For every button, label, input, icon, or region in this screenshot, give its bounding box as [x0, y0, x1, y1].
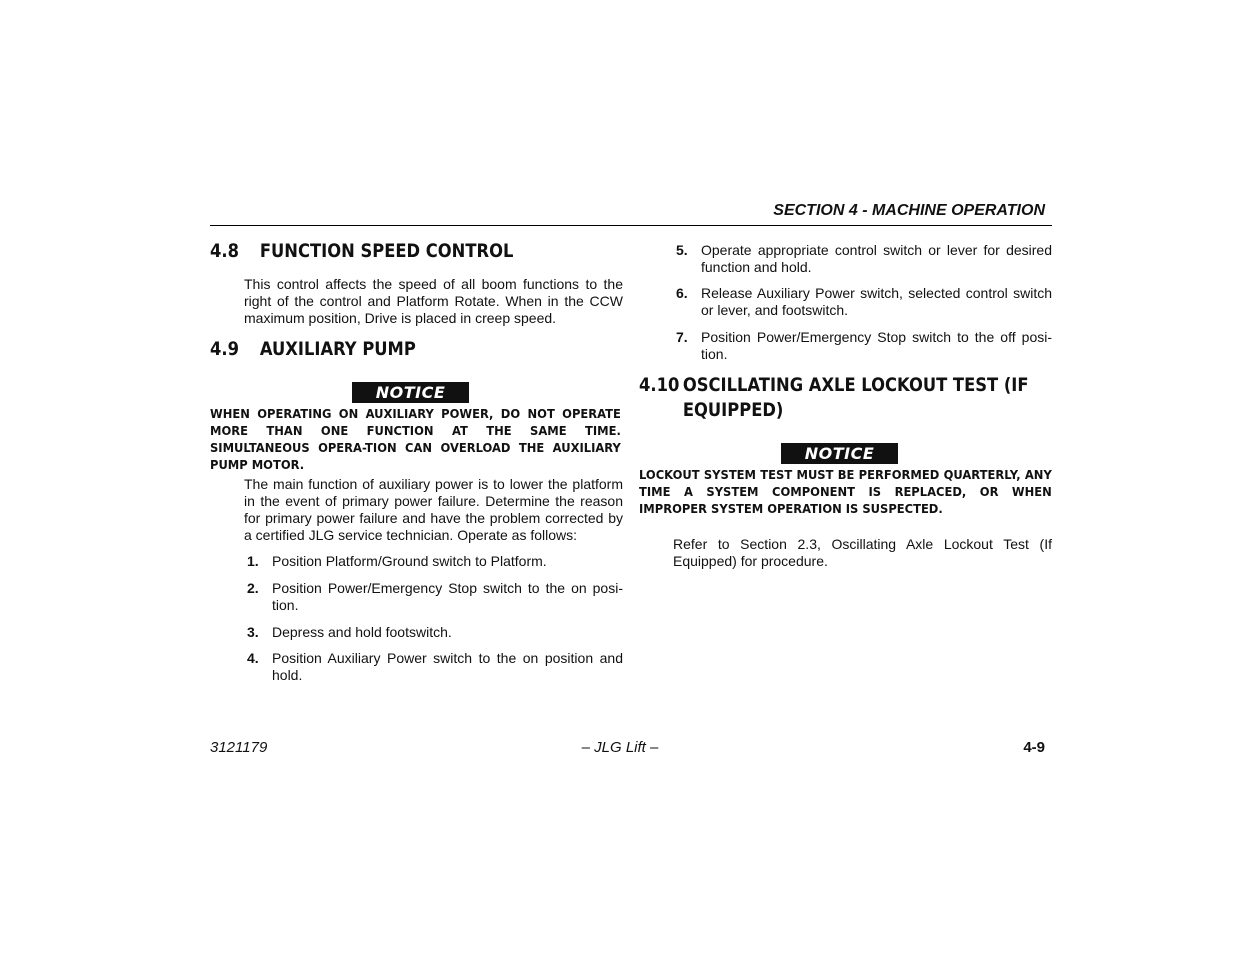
running-header: SECTION 4 - MACHINE OPERATION — [773, 202, 1045, 219]
section-title: AUXILIARY PUMP — [259, 338, 416, 360]
step-number: 2. — [247, 580, 259, 596]
step-text: Position Platform/Ground switch to Platform. — [272, 553, 547, 569]
step-number: 5. — [676, 242, 688, 258]
step-number: 4. — [247, 650, 259, 666]
notice-badge: NOTICE — [781, 443, 898, 464]
section-title: FUNCTION SPEED CONTROL — [259, 240, 514, 262]
section-number: 4.9 — [210, 338, 239, 360]
section-number: 4.8 — [210, 240, 239, 262]
step-number: 7. — [676, 329, 688, 345]
section-title-line-2: EQUIPPED) — [682, 399, 784, 421]
step-text: Position Power/Emergency Stop switch to the on posi-tion. — [272, 580, 623, 613]
step-item — [676, 242, 1052, 276]
section-title-line-1: OSCILLATING AXLE LOCKOUT TEST (IF — [682, 374, 1029, 396]
function-speed-paragraph: This control affects the speed of all boom functions to the right of the control and Platform Rotate. When in the CCW maximum position, Drive is placed in creep speed. — [244, 276, 623, 326]
step-item — [247, 580, 623, 614]
step-text: Position Power/Emergency Stop switch to the off posi-tion. — [701, 329, 1052, 362]
step-item — [247, 650, 623, 684]
auxiliary-power-paragraph: The main function of auxiliary power is to lower the platform in the event of primary power failure. Determine the reason for primary power failure and have the problem corrected by a certified JLG service technician. Operate as follows: — [244, 476, 623, 543]
section-number: 4.10 — [639, 374, 680, 396]
step-text: Release Auxiliary Power switch, selected control switch or lever, and footswitch. — [701, 285, 1052, 318]
heading-4-8 — [210, 239, 513, 264]
notice-text: LOCKOUT SYSTEM TEST MUST BE PERFORMED QUARTERLY, ANY TIME A SYSTEM COMPONENT IS REPLACED, OR WHEN IMPROPER SYSTEM OPERATION IS SUSPECTED. — [639, 468, 1052, 516]
step-number: 1. — [247, 553, 259, 569]
lockout-test-paragraph: Refer to Section 2.3, Oscillating Axle Lockout Test (If Equipped) for procedure. — [673, 536, 1052, 569]
step-text: Position Auxiliary Power switch to the on position and hold. — [272, 650, 623, 683]
step-text: Operate appropriate control switch or lever for desired function and hold. — [701, 242, 1052, 275]
step-item — [676, 329, 1052, 363]
step-number: 3. — [247, 624, 259, 640]
notice-text: WHEN OPERATING ON AUXILIARY POWER, DO NOT OPERATE MORE THAN ONE FUNCTION AT THE SAME TIME. SIMULTANEOUS OPERA-TION CAN OVERLOAD THE AUXILIARY PUMP MOTOR. — [210, 407, 621, 472]
step-number: 6. — [676, 285, 688, 301]
heading-4-10 — [639, 373, 1029, 423]
page-number: 4-9 — [1023, 739, 1045, 756]
heading-4-9 — [210, 337, 416, 362]
document-number: 3121179 — [210, 739, 268, 756]
step-item — [247, 624, 623, 641]
step-item — [676, 285, 1052, 319]
step-item — [247, 553, 623, 570]
header-rule — [210, 225, 1052, 226]
notice-badge: NOTICE — [352, 382, 469, 403]
step-text: Depress and hold footswitch. — [272, 624, 452, 640]
footer-center: – JLG Lift – — [581, 739, 659, 756]
